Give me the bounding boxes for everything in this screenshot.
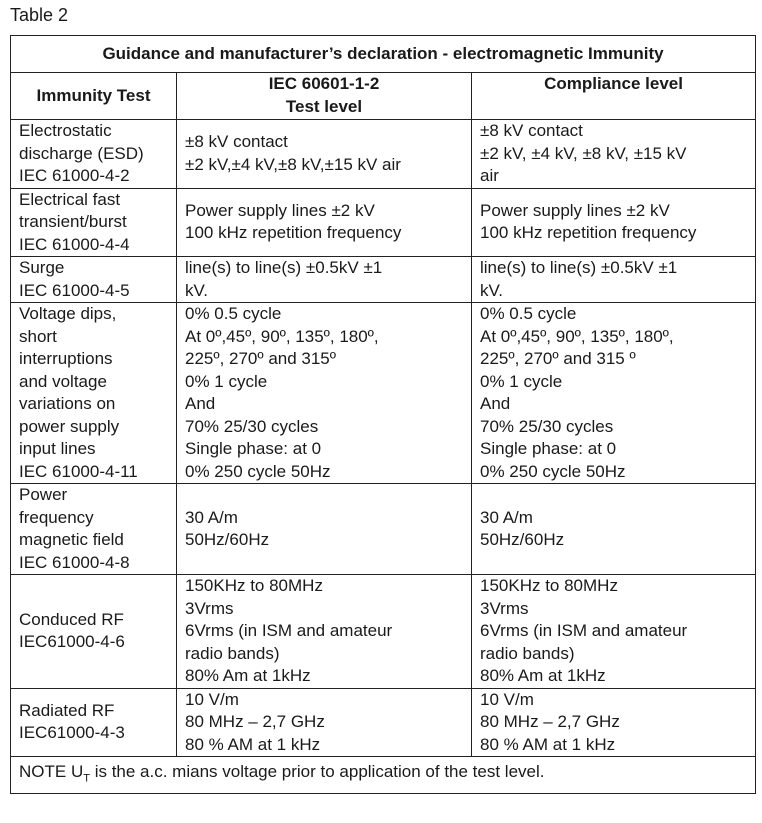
compliance-level-cell [472, 575, 756, 689]
note-prefix: NOTE U [19, 761, 84, 781]
cell-line: line(s) to line(s) ±0.5kV ±1 [185, 258, 383, 277]
cell-line: radio bands) [480, 643, 575, 663]
cell-line: frequency [19, 507, 94, 527]
cell-line: 0% 1 cycle [480, 371, 563, 391]
cell-line: and voltage [19, 371, 107, 391]
table-title: Guidance and manufacturer’s declaration - electromagnetic Immunity [11, 36, 756, 73]
title-row [11, 36, 756, 73]
table-row [11, 188, 756, 257]
test-level-cell [177, 188, 472, 257]
cell-line: Electrostatic [19, 121, 112, 140]
immunity-table [10, 35, 756, 794]
test-level-cell [177, 303, 472, 484]
test-level-cell [177, 120, 472, 189]
cell-line: 100 kHz repetition frequency [185, 223, 402, 243]
cell-line: 10 V/m [480, 689, 534, 709]
cell-line: IEC 61000-4-11 [19, 461, 138, 481]
cell-line: 0% 0.5 cycle [480, 304, 577, 323]
cell-line: ±2 kV,±4 kV,±8 kV,±15 kV air [185, 154, 401, 174]
cell-line: 50Hz/60Hz [185, 530, 270, 549]
immunity-test-cell [11, 257, 177, 303]
cell-line: magnetic field [19, 530, 124, 549]
test-level-cell [177, 484, 472, 575]
cell-line: Electrical fast [19, 189, 121, 209]
immunity-test-cell [11, 688, 177, 757]
cell-line: 0% 0.5 cycle [185, 304, 282, 323]
cell-line: And [480, 394, 511, 413]
note-row [11, 757, 756, 794]
cell-line: ±8 kV contact [480, 121, 583, 140]
compliance-level-cell [472, 688, 756, 757]
table-caption: Table 2 [10, 5, 69, 25]
cell-line: variations on [19, 394, 116, 413]
cell-line: Single phase: at 0 [185, 439, 322, 458]
cell-line: IEC 61000-4-5 [19, 280, 130, 300]
cell-line: kV. [480, 280, 504, 300]
table-row [11, 120, 756, 189]
cell-line: 80 MHz – 2,7 GHz [480, 712, 620, 731]
cell-line: ±8 kV contact [185, 132, 288, 152]
cell-line: 80 MHz – 2,7 GHz [185, 712, 325, 731]
cell-line: At 0º,45º, 90º, 135º, 180º, [185, 326, 379, 346]
cell-line: transient/burst [19, 212, 127, 231]
cell-line: Power [19, 485, 68, 504]
immunity-test-cell [11, 484, 177, 575]
immunity-test-cell [11, 303, 177, 484]
cell-line: 10 V/m [185, 689, 239, 709]
cell-line: IEC 61000-4-4 [19, 234, 130, 254]
cell-line: IEC 61000-4-8 [19, 552, 130, 572]
cell-line: Single phase: at 0 [480, 439, 617, 458]
compliance-level-cell [472, 484, 756, 575]
compliance-level-cell [472, 188, 756, 257]
compliance-level-cell [472, 303, 756, 484]
cell-line: 0% 250 cycle 50Hz [480, 461, 626, 481]
cell-line: 30 A/m [480, 507, 533, 527]
immunity-test-cell [11, 188, 177, 257]
cell-line: kV. [185, 280, 209, 300]
table-row [11, 575, 756, 689]
cell-line: 50Hz/60Hz [480, 530, 565, 549]
header-compliance-level: Compliance level [472, 73, 756, 120]
table-row [11, 303, 756, 484]
cell-line: 3Vrms [185, 598, 234, 618]
cell-line: discharge (ESD) [19, 143, 144, 163]
header-test-level-line: Test level [285, 96, 363, 116]
cell-line: line(s) to line(s) ±0.5kV ±1 [480, 258, 678, 277]
cell-line: Radiated RF [19, 700, 115, 720]
table-row [11, 484, 756, 575]
cell-line: IEC61000-4-3 [19, 723, 125, 743]
cell-line: ±2 kV, ±4 kV, ±8 kV, ±15 kV [480, 143, 687, 163]
note-subscript: T [83, 771, 90, 784]
note-text: is the a.c. mians voltage prior to application of the test level. [89, 761, 545, 781]
cell-line: radio bands) [185, 643, 280, 663]
cell-line: air [480, 166, 499, 185]
cell-line: IEC61000-4-6 [19, 632, 125, 652]
header-row [11, 73, 756, 120]
cell-line: 150KHz to 80MHz [185, 576, 323, 595]
cell-line: 0% 250 cycle 50Hz [185, 461, 331, 481]
header-test-level-line: IEC 60601-1-2 [268, 74, 380, 93]
compliance-level-cell [472, 257, 756, 303]
cell-line: 225º, 270º and 315 º [480, 349, 636, 368]
table-body [11, 120, 756, 757]
cell-line: interruptions [19, 349, 113, 368]
cell-line: input lines [19, 439, 96, 458]
test-level-cell [177, 688, 472, 757]
cell-line: 70% 25/30 cycles [185, 416, 319, 436]
immunity-test-cell [11, 120, 177, 189]
cell-line: short [19, 326, 57, 346]
header-test-level [177, 73, 472, 120]
immunity-test-cell [11, 575, 177, 689]
test-level-cell [177, 257, 472, 303]
cell-line: 70% 25/30 cycles [480, 416, 614, 436]
cell-line: 150KHz to 80MHz [480, 576, 618, 595]
table-row [11, 257, 756, 303]
cell-line: 6Vrms (in ISM and amateur [480, 621, 688, 640]
cell-line: 0% 1 cycle [185, 371, 268, 391]
cell-line: 80 % AM at 1 kHz [185, 734, 321, 754]
cell-line: Conduced RF [19, 609, 124, 629]
cell-line: Voltage dips, [19, 304, 117, 323]
cell-line: 80% Am at 1kHz [480, 666, 606, 685]
cell-line: 6Vrms (in ISM and amateur [185, 621, 393, 640]
header-immunity-test: Immunity Test [11, 73, 177, 120]
compliance-level-cell [472, 120, 756, 189]
table-row [11, 688, 756, 757]
cell-line: Surge [19, 258, 65, 277]
cell-line: IEC 61000-4-2 [19, 166, 130, 185]
cell-line: 80 % AM at 1 kHz [480, 734, 616, 754]
test-level-cell [177, 575, 472, 689]
cell-line: 3Vrms [480, 598, 529, 618]
cell-line: 100 kHz repetition frequency [480, 223, 697, 243]
cell-line: power supply [19, 416, 120, 436]
cell-line: Power supply lines ±2 kV [480, 200, 670, 220]
cell-line: And [185, 394, 216, 413]
cell-line: 225º, 270º and 315º [185, 349, 336, 368]
cell-line: At 0º,45º, 90º, 135º, 180º, [480, 326, 674, 346]
note-cell [11, 757, 756, 794]
cell-line: 80% Am at 1kHz [185, 666, 311, 685]
cell-line: 30 A/m [185, 507, 238, 527]
cell-line: Power supply lines ±2 kV [185, 200, 375, 220]
